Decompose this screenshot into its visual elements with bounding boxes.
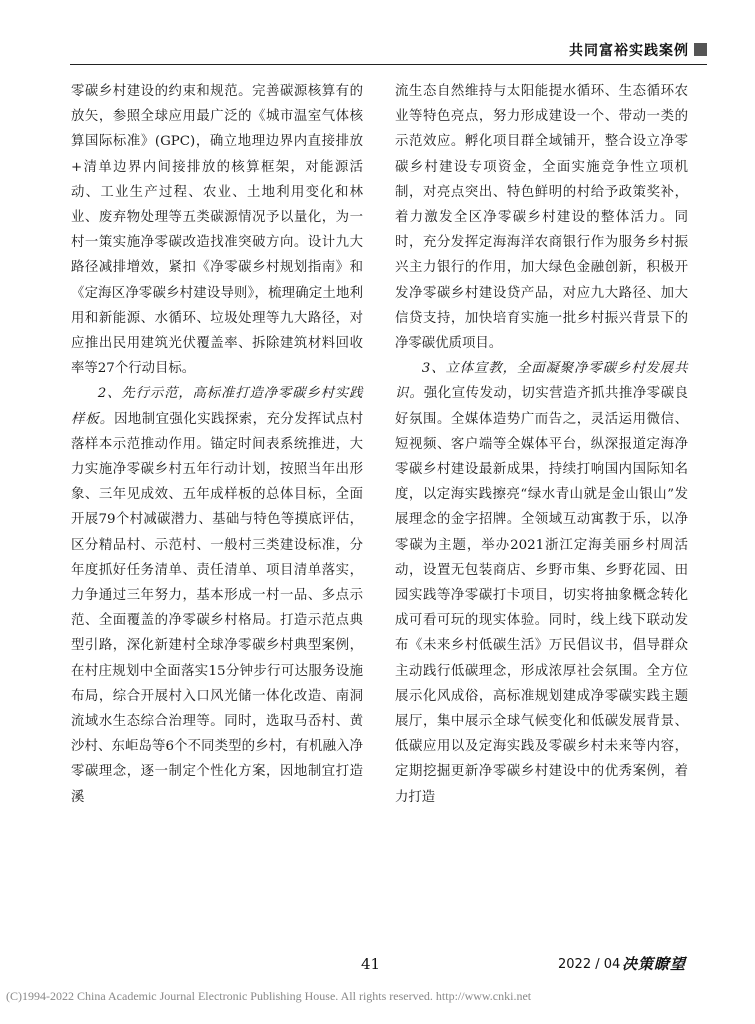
page-header (70, 36, 707, 65)
paragraph-body: 强化宣传发动，切实营造齐抓共推净零碳良好氛围。全媒体造势广而告之，灵活运用微信、短视频、客户端等全媒体平台，纵深报道定海净零碳乡村建设最新成果，持续打响国内国际知名度，以定海实践擦亮“绿水青山就是金山银山”发展理念的金字招牌。全领域互动寓教于乐，以净零碳为主题，举办2021浙江定海美丽乡村周活动，设置无包装商店、乡野市集、乡野花园、田园实践等净零碳打卡项目，切实将抽象概念转化成可看可玩的现实体验。同时，线上线下联动发布《未来乡村低碳生活》万民倡议书，倡导群众主动践行低碳理念，形成浓厚社会氛围。全方位展示化风成俗，高标准规划建成净零碳实践主题展厅，集中展示全球气候变化和低碳发展背景、低碳应用以及定海实践及零碳乡村未来等内容，定期挖掘更新净零碳乡村建设中的优秀案例，着力打造 (395, 386, 689, 805)
paragraph: 零碳乡村建设的约束和规范。完善碳源核算有的放矢，参照全球应用最广泛的《城市温室气体核算国际标准》(GPC)，确立地理边界内直接排放+清单边界内间接排放的核算框架，对能源活动、工业生产过程、农业、土地利用变化和林业、废弃物处理等五类碳源情况予以量化，为一村一策实施净零碳改造找准突破方向。设计九大路径减排增效，紧扣《净零碳乡村规划指南》和《定海区净零碳乡村建设导则》，梳理确定土地利用和新能源、水循环、垃圾处理等九大路径，对应推出民用建筑光伏覆盖率、拆除建筑材料回收率等27个行动目标。 (71, 84, 363, 377)
paragraph-body: 因地制宜强化实践探索，充分发挥试点村落样本示范推动作用。锚定时间表系统推进，大力实施净零碳乡村五年行动计划，按照当年出形象、三年见成效、五年成样板的总体目标，全面开展79个村减碳潜力、基础与特色等摸底评估，区分精品村、示范村、一般村三类建设标准，分年度抓好任务清单、责任清单、项目清单落实，力争通过三年努力，基本形成一村一品、多点示范、全面覆盖的净零碳乡村格局。打造示范点典型引路，深化新建村全球净零碳乡村典型案例，在村庄规划中全面落实15分钟步行可达服务设施布局，综合开展村入口风光储一体化改造、南洞流域水生态综合治理等。同时，选取马岙村、黄沙村、东岠岛等6个不同类型的乡村，有机融入净零碳理念，逐一制定个性化方案，因地制宜打造溪 (71, 411, 364, 805)
column-title: 共同富裕实践案例 (569, 43, 689, 59)
left-column (71, 79, 363, 810)
section-heading: 2、先行示范，高标准打造净零碳乡村实践样板。 (71, 386, 363, 427)
paragraph (395, 356, 688, 810)
issue-number: 2022 / 04 (558, 957, 621, 972)
right-column (395, 79, 688, 810)
copyright-notice: (C)1994-2022 China Academic Journal Electronic Publishing House. All rights reserved. http://www.cnki.net (6, 989, 532, 1003)
magazine-name: 决策瞭望 (622, 955, 687, 973)
paragraph: 流生态自然维持与太阳能提水循环、生态循环农业等特色亮点，努力形成建设一个、带动一类的示范效应。孵化项目群全域铺开，整合设立净零碳乡村建设专项资金，全面实施竞争性立项机制，对亮点突出、特色鲜明的村给予政策奖补，着力激发全区净零碳乡村建设的整体活力。同时，充分发挥定海海洋农商银行作为服务乡村振兴主力银行的作用，加大绿色金融创新，积极开发净零碳乡村建设贷产品，对应九大路径、加大信贷支持，加快培育实施一批乡村振兴背景下的净零碳优质项目。 (395, 84, 688, 352)
paragraph (71, 381, 363, 809)
section-heading: 3、立体宣教，全面凝聚净零碳乡村发展共识。 (395, 361, 688, 402)
page-number: 41 (361, 955, 381, 973)
square-icon (694, 43, 707, 56)
